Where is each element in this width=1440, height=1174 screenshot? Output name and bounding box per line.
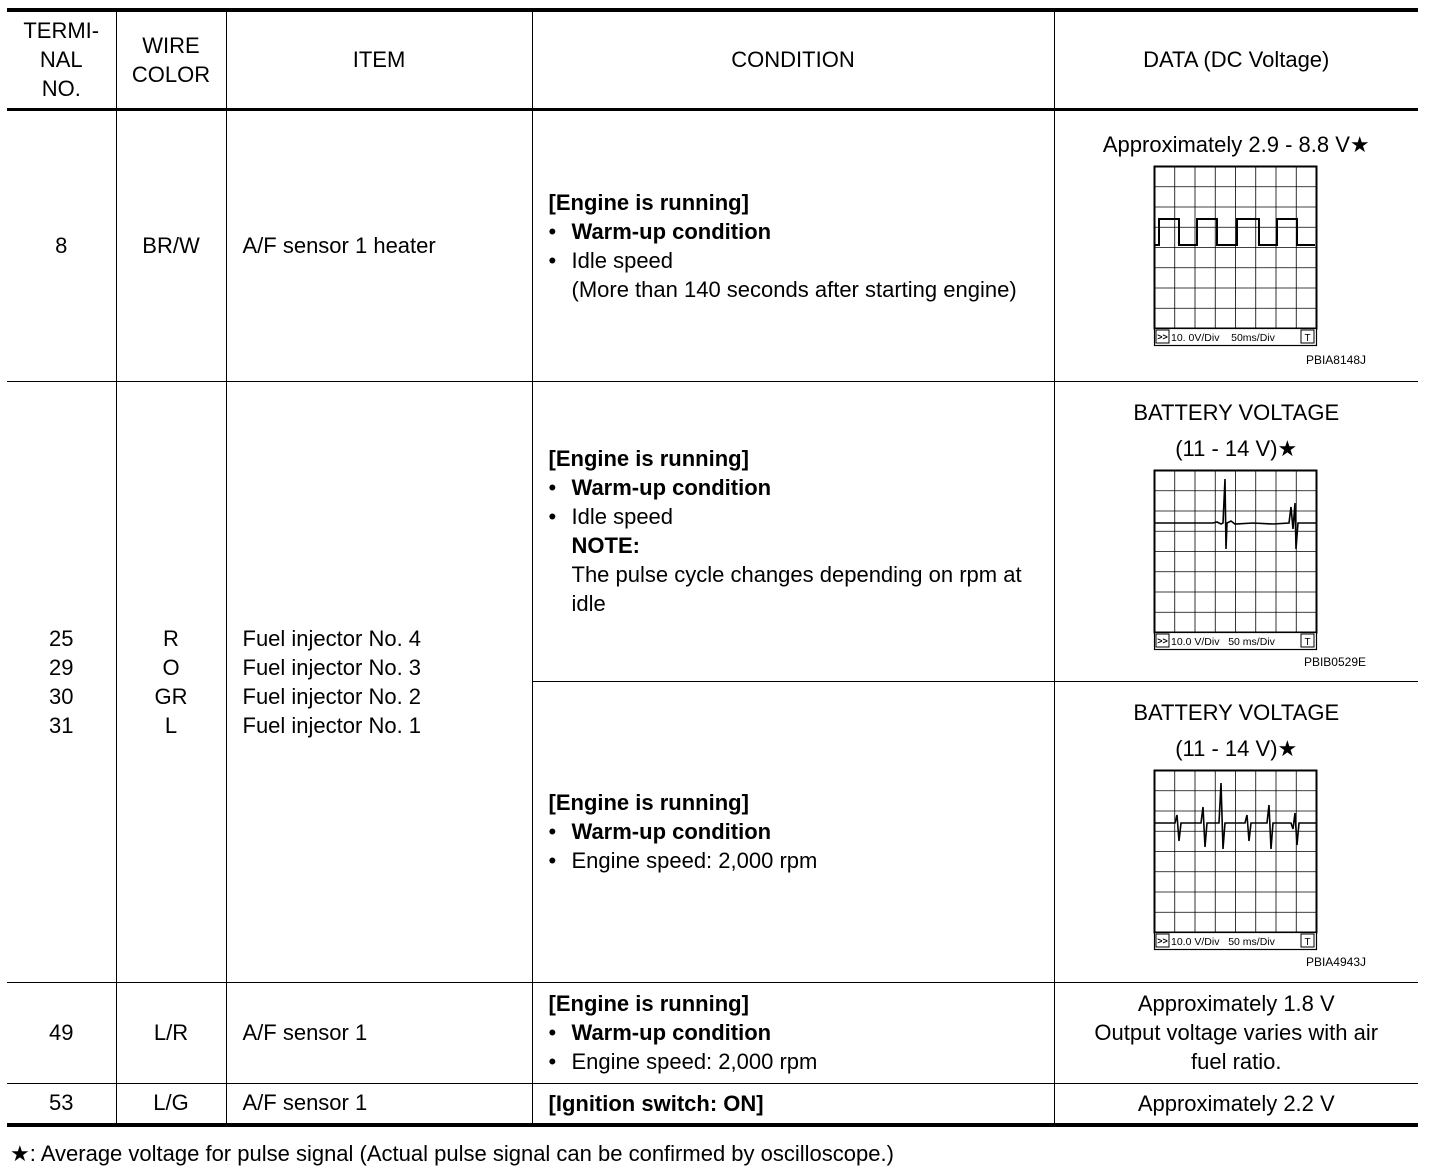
scope-scale-label: 10.0 V/Div 50 ms/Div <box>1171 936 1276 948</box>
terminal-spec-table <box>7 8 1418 1127</box>
terminal-number: 30 <box>49 683 74 709</box>
star-icon: ★ <box>10 1141 30 1166</box>
terminal-number: 31 <box>49 712 74 738</box>
wire-color: R <box>163 625 179 651</box>
header-terminal-line3: NO. <box>41 76 81 102</box>
condition-bullet: Engine speed: 2,000 rpm <box>571 848 818 873</box>
item-cell <box>226 381 532 982</box>
terminal-number: 29 <box>49 654 74 680</box>
condition-bullet: Engine speed: 2,000 rpm <box>571 1049 818 1074</box>
data-value: Output voltage varies with air <box>1094 1020 1379 1045</box>
wire-color: L <box>164 712 178 738</box>
header-wire-line2: COLOR <box>131 61 211 87</box>
star-icon: ★ <box>1277 435 1298 461</box>
wire-color-cell: L/R <box>116 982 226 1083</box>
oscilloscope-waveform-1 <box>1153 165 1319 349</box>
header-terminal <box>7 10 116 109</box>
table-row <box>7 381 1418 681</box>
condition-cell <box>532 681 1054 982</box>
oscilloscope-waveform-3 <box>1153 769 1319 953</box>
data-cell <box>1054 982 1418 1083</box>
star-icon: ★ <box>1349 132 1370 157</box>
data-value: BATTERY VOLTAGE <box>1133 700 1340 725</box>
figure-code: PBIA4943J <box>1305 955 1366 969</box>
note-text: The pulse cycle changes depending on rpm at idle <box>571 562 1022 616</box>
scope-trigger-icon: T <box>1304 937 1311 948</box>
condition-bullet: Idle speed <box>571 247 674 273</box>
bullet-icon: • <box>548 247 557 273</box>
data-value: fuel ratio. <box>1191 1049 1282 1074</box>
table-row <box>7 1083 1418 1125</box>
condition-heading: [Engine is running] <box>548 446 749 471</box>
scope-scale-label: 10. 0V/Div 50ms/Div <box>1171 332 1276 344</box>
note-label: NOTE: <box>571 533 640 558</box>
wire-color-cell: L/G <box>116 1083 226 1125</box>
header-condition: CONDITION <box>532 10 1054 109</box>
header-wire-line1: WIRE <box>142 32 200 58</box>
bullet-icon: • <box>548 848 557 873</box>
data-value: (11 - 14 V) <box>1175 435 1278 461</box>
figure-code: PBIA8148J <box>1305 353 1366 367</box>
condition-bullet: Idle speed <box>571 504 674 529</box>
data-value: (11 - 14 V) <box>1175 736 1278 761</box>
data-cell: Approximately 2.2 V <box>1054 1083 1418 1125</box>
condition-heading: [Engine is running] <box>548 991 749 1016</box>
condition-bullet: Warm-up condition <box>571 475 772 500</box>
condition-bullet: Warm-up condition <box>571 1020 772 1045</box>
item-name: Fuel injector No. 2 <box>242 683 422 709</box>
data-cell <box>1054 381 1418 681</box>
condition-cell: [Ignition switch: ON] <box>532 1083 1054 1125</box>
item-name: Fuel injector No. 1 <box>242 712 422 738</box>
header-terminal-line1: TERMI- <box>23 18 100 44</box>
header-terminal-line2: NAL <box>39 47 83 73</box>
item-cell: A/F sensor 1 heater <box>226 109 532 381</box>
wire-color: GR <box>154 683 188 709</box>
data-value: Approximately 2.9 - 8.8 V <box>1102 132 1350 157</box>
table-row <box>7 982 1418 1083</box>
bullet-icon: • <box>548 504 557 529</box>
scope-arrow-icon: >> <box>1157 936 1169 946</box>
item-cell: A/F sensor 1 <box>226 1083 532 1125</box>
item-name: Fuel injector No. 3 <box>242 654 422 680</box>
scope-arrow-icon: >> <box>1157 635 1169 646</box>
bullet-icon: • <box>548 1020 557 1045</box>
scope-scale-label: 10.0 V/Div 50 ms/Div <box>1171 635 1276 648</box>
condition-subnote: (More than 140 seconds after starting engine) <box>571 276 1017 302</box>
header-wire-color <box>116 10 226 109</box>
footnote <box>10 1140 894 1168</box>
item-name: Fuel injector No. 4 <box>242 625 422 651</box>
terminal-cell: 8 <box>7 109 116 381</box>
condition-cell <box>532 381 1054 681</box>
scope-trigger-icon: T <box>1304 636 1311 648</box>
condition-heading: [Engine is running] <box>548 790 749 815</box>
wire-color-cell: BR/W <box>116 109 226 381</box>
terminal-cell <box>7 381 116 982</box>
footnote-text: : Average voltage for pulse signal (Actual pulse signal can be confirmed by oscilloscope.) <box>29 1141 894 1166</box>
data-value: Approximately 1.8 V <box>1137 991 1335 1016</box>
data-cell <box>1054 681 1418 982</box>
wire-color: O <box>162 654 180 680</box>
scope-trigger-icon: T <box>1304 333 1311 344</box>
data-cell <box>1054 109 1418 381</box>
terminal-cell: 53 <box>7 1083 116 1125</box>
item-cell: A/F sensor 1 <box>226 982 532 1083</box>
condition-cell <box>532 109 1054 381</box>
condition-heading: [Engine is running] <box>548 189 749 215</box>
condition-cell <box>532 982 1054 1083</box>
bullet-icon: • <box>548 819 557 844</box>
star-icon: ★ <box>1277 736 1298 761</box>
scope-arrow-icon: >> <box>1157 332 1169 342</box>
wire-color-cell <box>116 381 226 982</box>
header-row <box>7 10 1418 109</box>
data-value: BATTERY VOLTAGE <box>1133 399 1340 425</box>
condition-bullet: Warm-up condition <box>571 819 772 844</box>
bullet-icon: • <box>548 1049 557 1074</box>
condition-bullet: Warm-up condition <box>571 218 772 244</box>
bullet-icon: • <box>548 475 557 500</box>
bullet-icon: • <box>548 218 557 244</box>
terminal-cell: 49 <box>7 982 116 1083</box>
oscilloscope-waveform-2 <box>1153 469 1319 653</box>
header-data: DATA (DC Voltage) <box>1054 10 1418 109</box>
terminal-number: 25 <box>49 625 74 651</box>
table-row <box>7 109 1418 381</box>
figure-code: PBIB0529E <box>1303 654 1366 669</box>
header-item: ITEM <box>226 10 532 109</box>
